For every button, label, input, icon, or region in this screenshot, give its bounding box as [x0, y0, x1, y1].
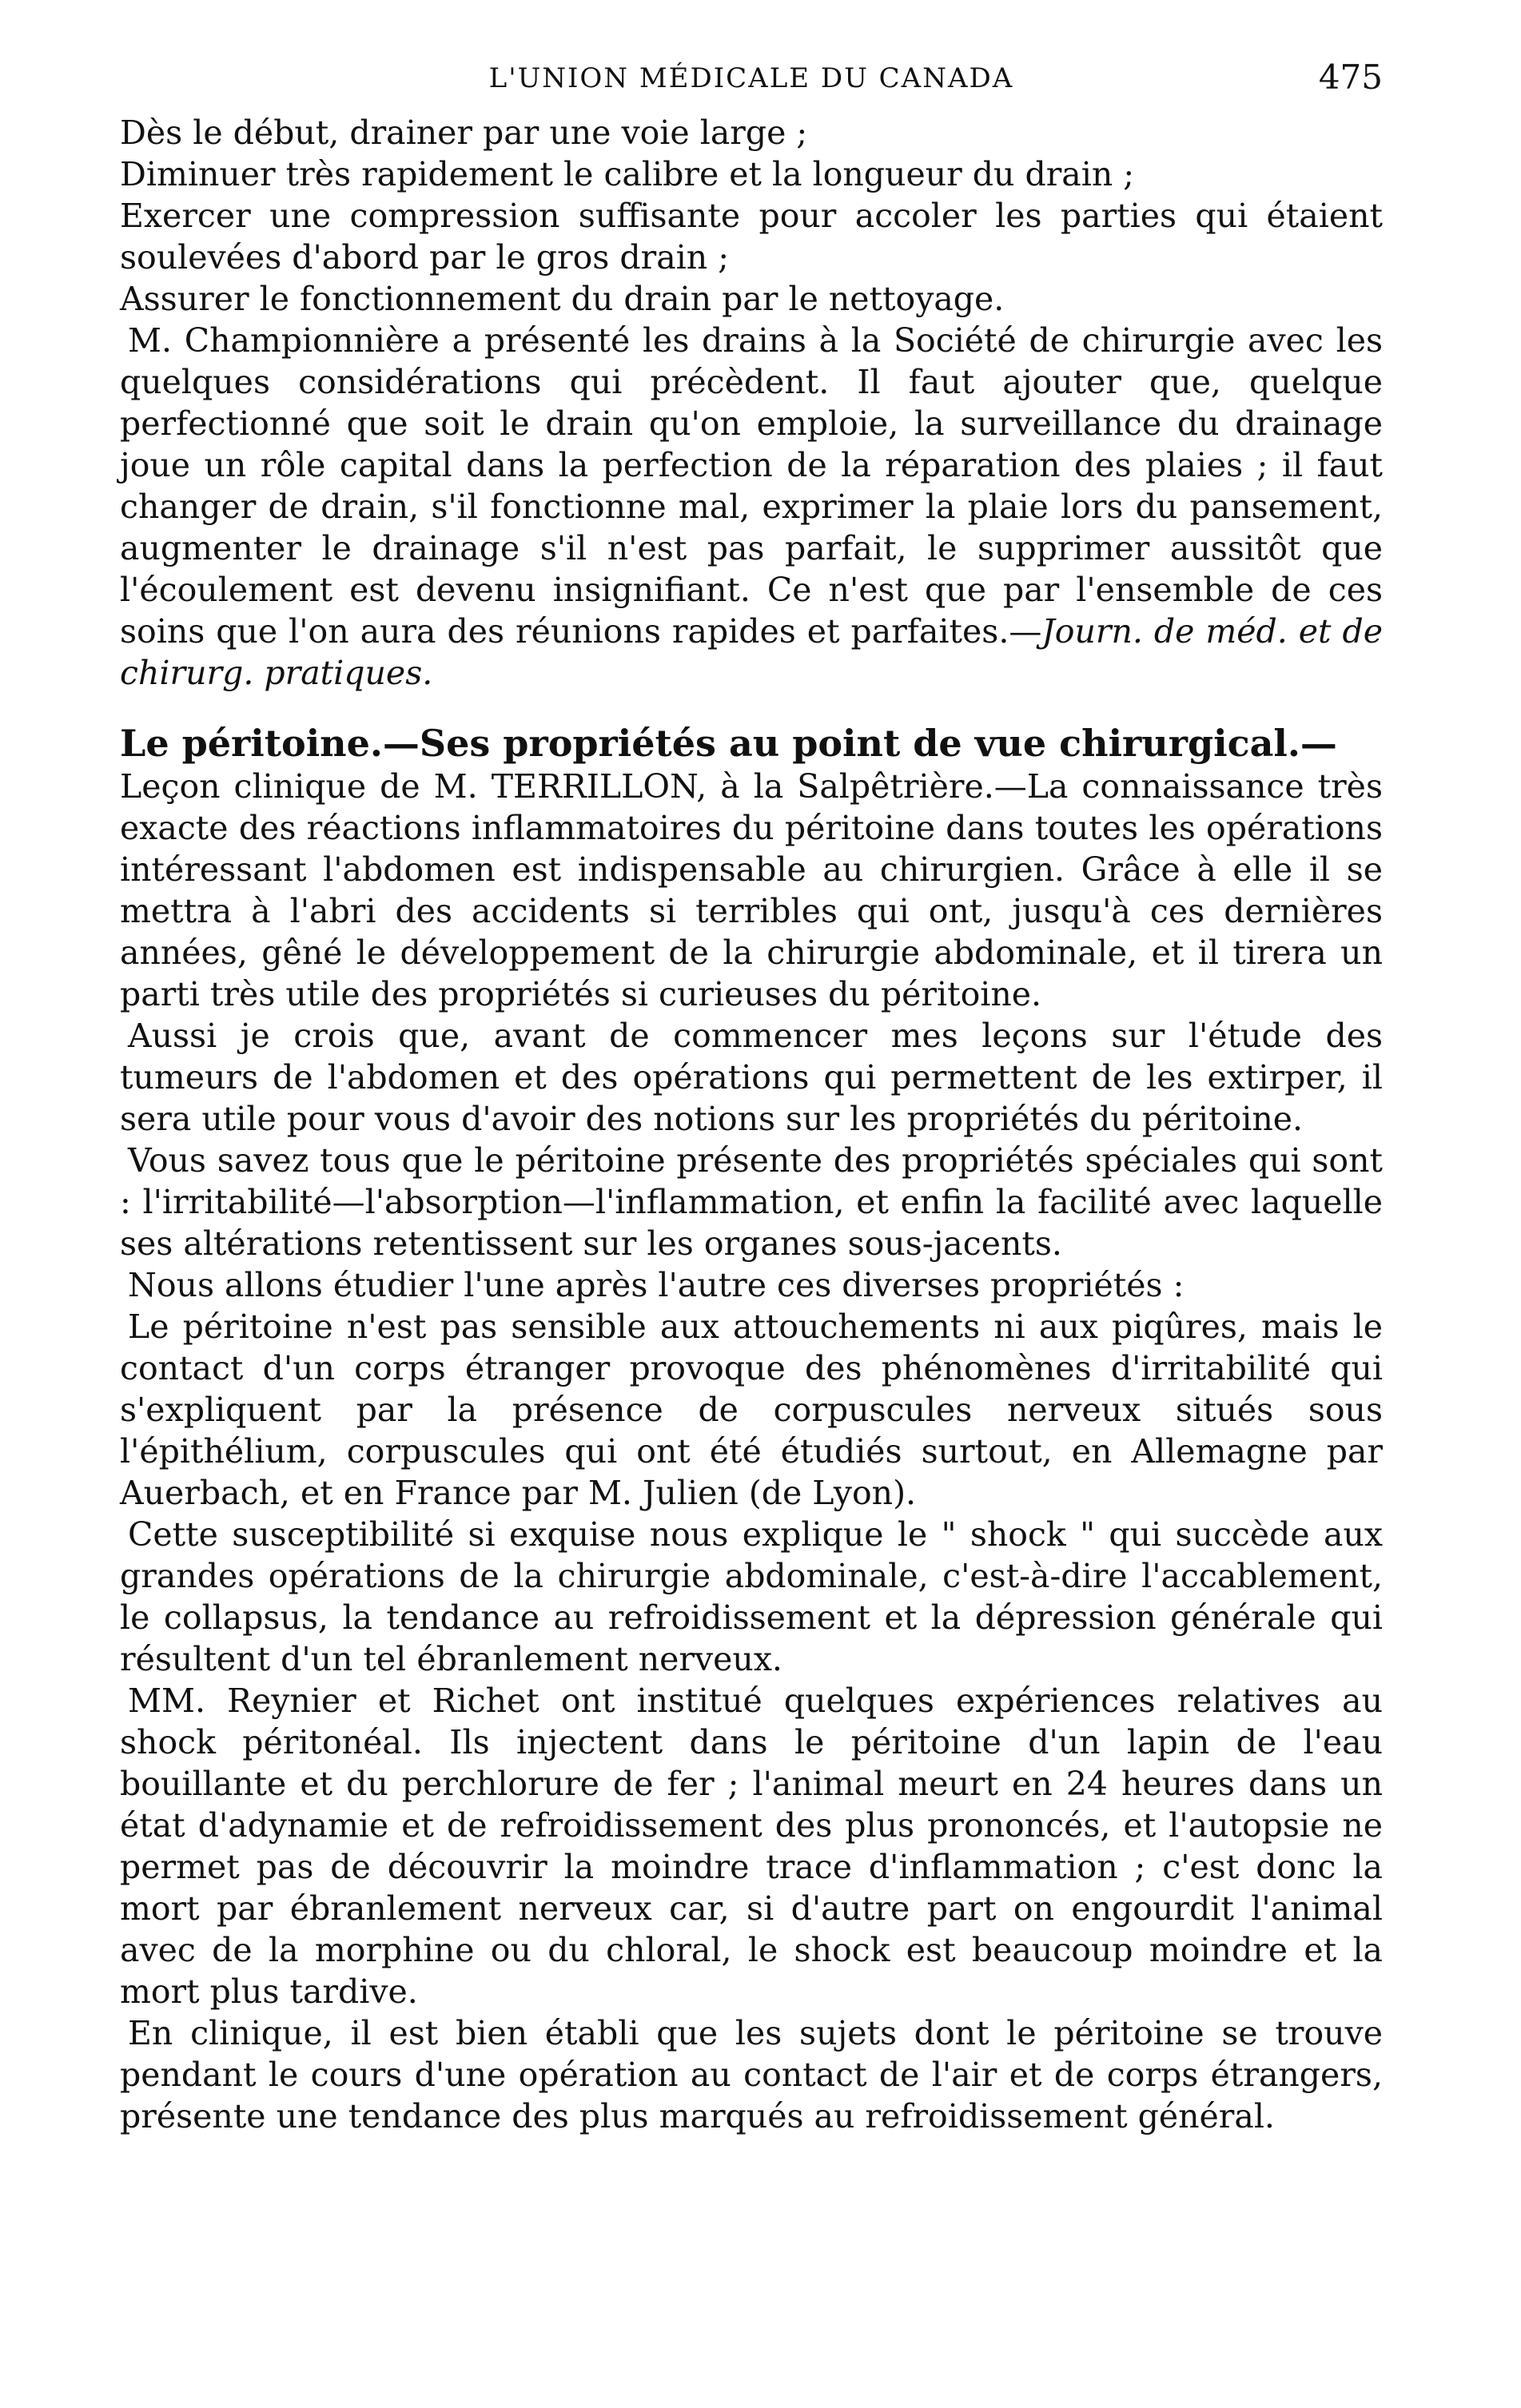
citation: Journ. de méd. et de chirurg. pratiques.: [120, 612, 1383, 692]
paragraph: Exercer une compression suffisante pour accoler les parties qui étaient soulevées d'abord par le gros drain ;: [120, 197, 1383, 277]
article-heading: [120, 694, 1383, 766]
paragraph: Cette susceptibilité si exquise nous explique le " shock " qui succède aux grandes opérations de la chirurgie abdominale, c'est-à-dire l'accablement, le collapsus, la tendance au refroidissement et la dépression générale qui résultent d'un tel ébranlement nerveux.: [120, 1515, 1383, 1678]
paragraph: Diminuer très rapidement le calibre et la longueur du drain ;: [120, 155, 1135, 193]
article-title: Le péritoine.—Ses propriétés au point de vue chirurgical.—: [120, 722, 1337, 765]
paragraph: Assurer le fonctionnement du drain par le nettoyage.: [120, 280, 1005, 318]
paragraph: Dès le début, drainer par une voie large ;: [120, 113, 808, 152]
lead-paragraph: Leçon clinique de M. TERRILLON, à la Salpêtrière.—La connaissance très exacte des réactions inflammatoires du péritoine dans toutes les opérations intéressant l'abdomen est indispensable au chirurgien. Grâce à elle il se mettra à l'abri des accidents si terribles qui ont, jusqu'à ces dernières années, gêné le développement de la chirurgie abdominale, et il tirera un parti très utile des propriétés si curieuses du péritoine.: [120, 767, 1383, 1013]
paragraph: En clinique, il est bien établi que les sujets dont le péritoine se trouve pendant le cours d'une opération au contact de l'air et de corps étrangers, présente une tendance des plus marqués au refroidissement général.: [120, 2014, 1383, 2135]
paragraph-with-citation: [120, 320, 1383, 694]
page-header: [120, 56, 1383, 112]
paragraph: Vous savez tous que le péritoine présente des propriétés spéciales qui sont : l'irritabilité—l'absorption—l'inflammation, et enfin la facilité avec laquelle ses altérations retentissent sur les organes sous-jacents.: [120, 1141, 1383, 1263]
paragraph: Le péritoine n'est pas sensible aux attouchements ni aux piqûres, mais le contact d'un corps étranger provoque des phénomènes d'irritabilité qui s'expliquent par la présence de corpuscules nerveux situés sous l'épithélium, corpuscules qui ont été étudiés surtout, en Allemagne par Auerbach, et en France par M. Julien (de Lyon).: [120, 1307, 1383, 1512]
article-peritoine: [120, 694, 1383, 2137]
journal-page: [120, 56, 1383, 2137]
paragraph: MM. Reynier et Richet ont institué quelques expériences relatives au shock péritonéal. Ils injectent dans le péritoine d'un lapin de l'eau bouillante et du perchlorure de fer ; l'animal meurt en 24 heures dans un état d'adynamie et de refroidissement des plus prononcés, et l'autopsie ne permet pas de découvrir la moindre trace d'inflammation ; c'est donc la mort par ébranlement nerveux car, si d'autre part on engourdit l'animal avec de la morphine ou du chloral, le shock est beaucoup moindre et la mort plus tardive.: [120, 1682, 1383, 2011]
paragraph: Nous allons étudier l'une après l'autre ces diverses propriétés :: [128, 1266, 1185, 1304]
paragraph-text: M. Championnière a présenté les drains à la Société de chirurgie avec les quelques considérations qui précèdent. Il faut ajouter que, quelque perfectionné que soit le drain qu'on emploie, la surveillance du drainage joue un rôle capital dans la perfection de la réparation des plaies ; il faut changer de drain, s'il fonctionne mal, exprimer la plaie lors du pansement, augmenter le drainage s'il n'est pas parfait, le supprimer aussitôt que l'écoulement est devenu insignifiant. Ce n'est que par l'ensemble de ces soins que l'on aura des réunions rapides et parfaites.—: [120, 321, 1383, 651]
article-drainage-continuation: [120, 112, 1383, 694]
page-number: 475: [1318, 58, 1383, 97]
running-head: L'UNION MÉDICALE DU CANADA: [488, 62, 1014, 94]
paragraph: Aussi je crois que, avant de commencer mes leçons sur l'étude des tumeurs de l'abdomen et des opérations qui permettent de les extirper, il sera utile pour vous d'avoir des notions sur les propriétés du péritoine.: [120, 1017, 1383, 1138]
